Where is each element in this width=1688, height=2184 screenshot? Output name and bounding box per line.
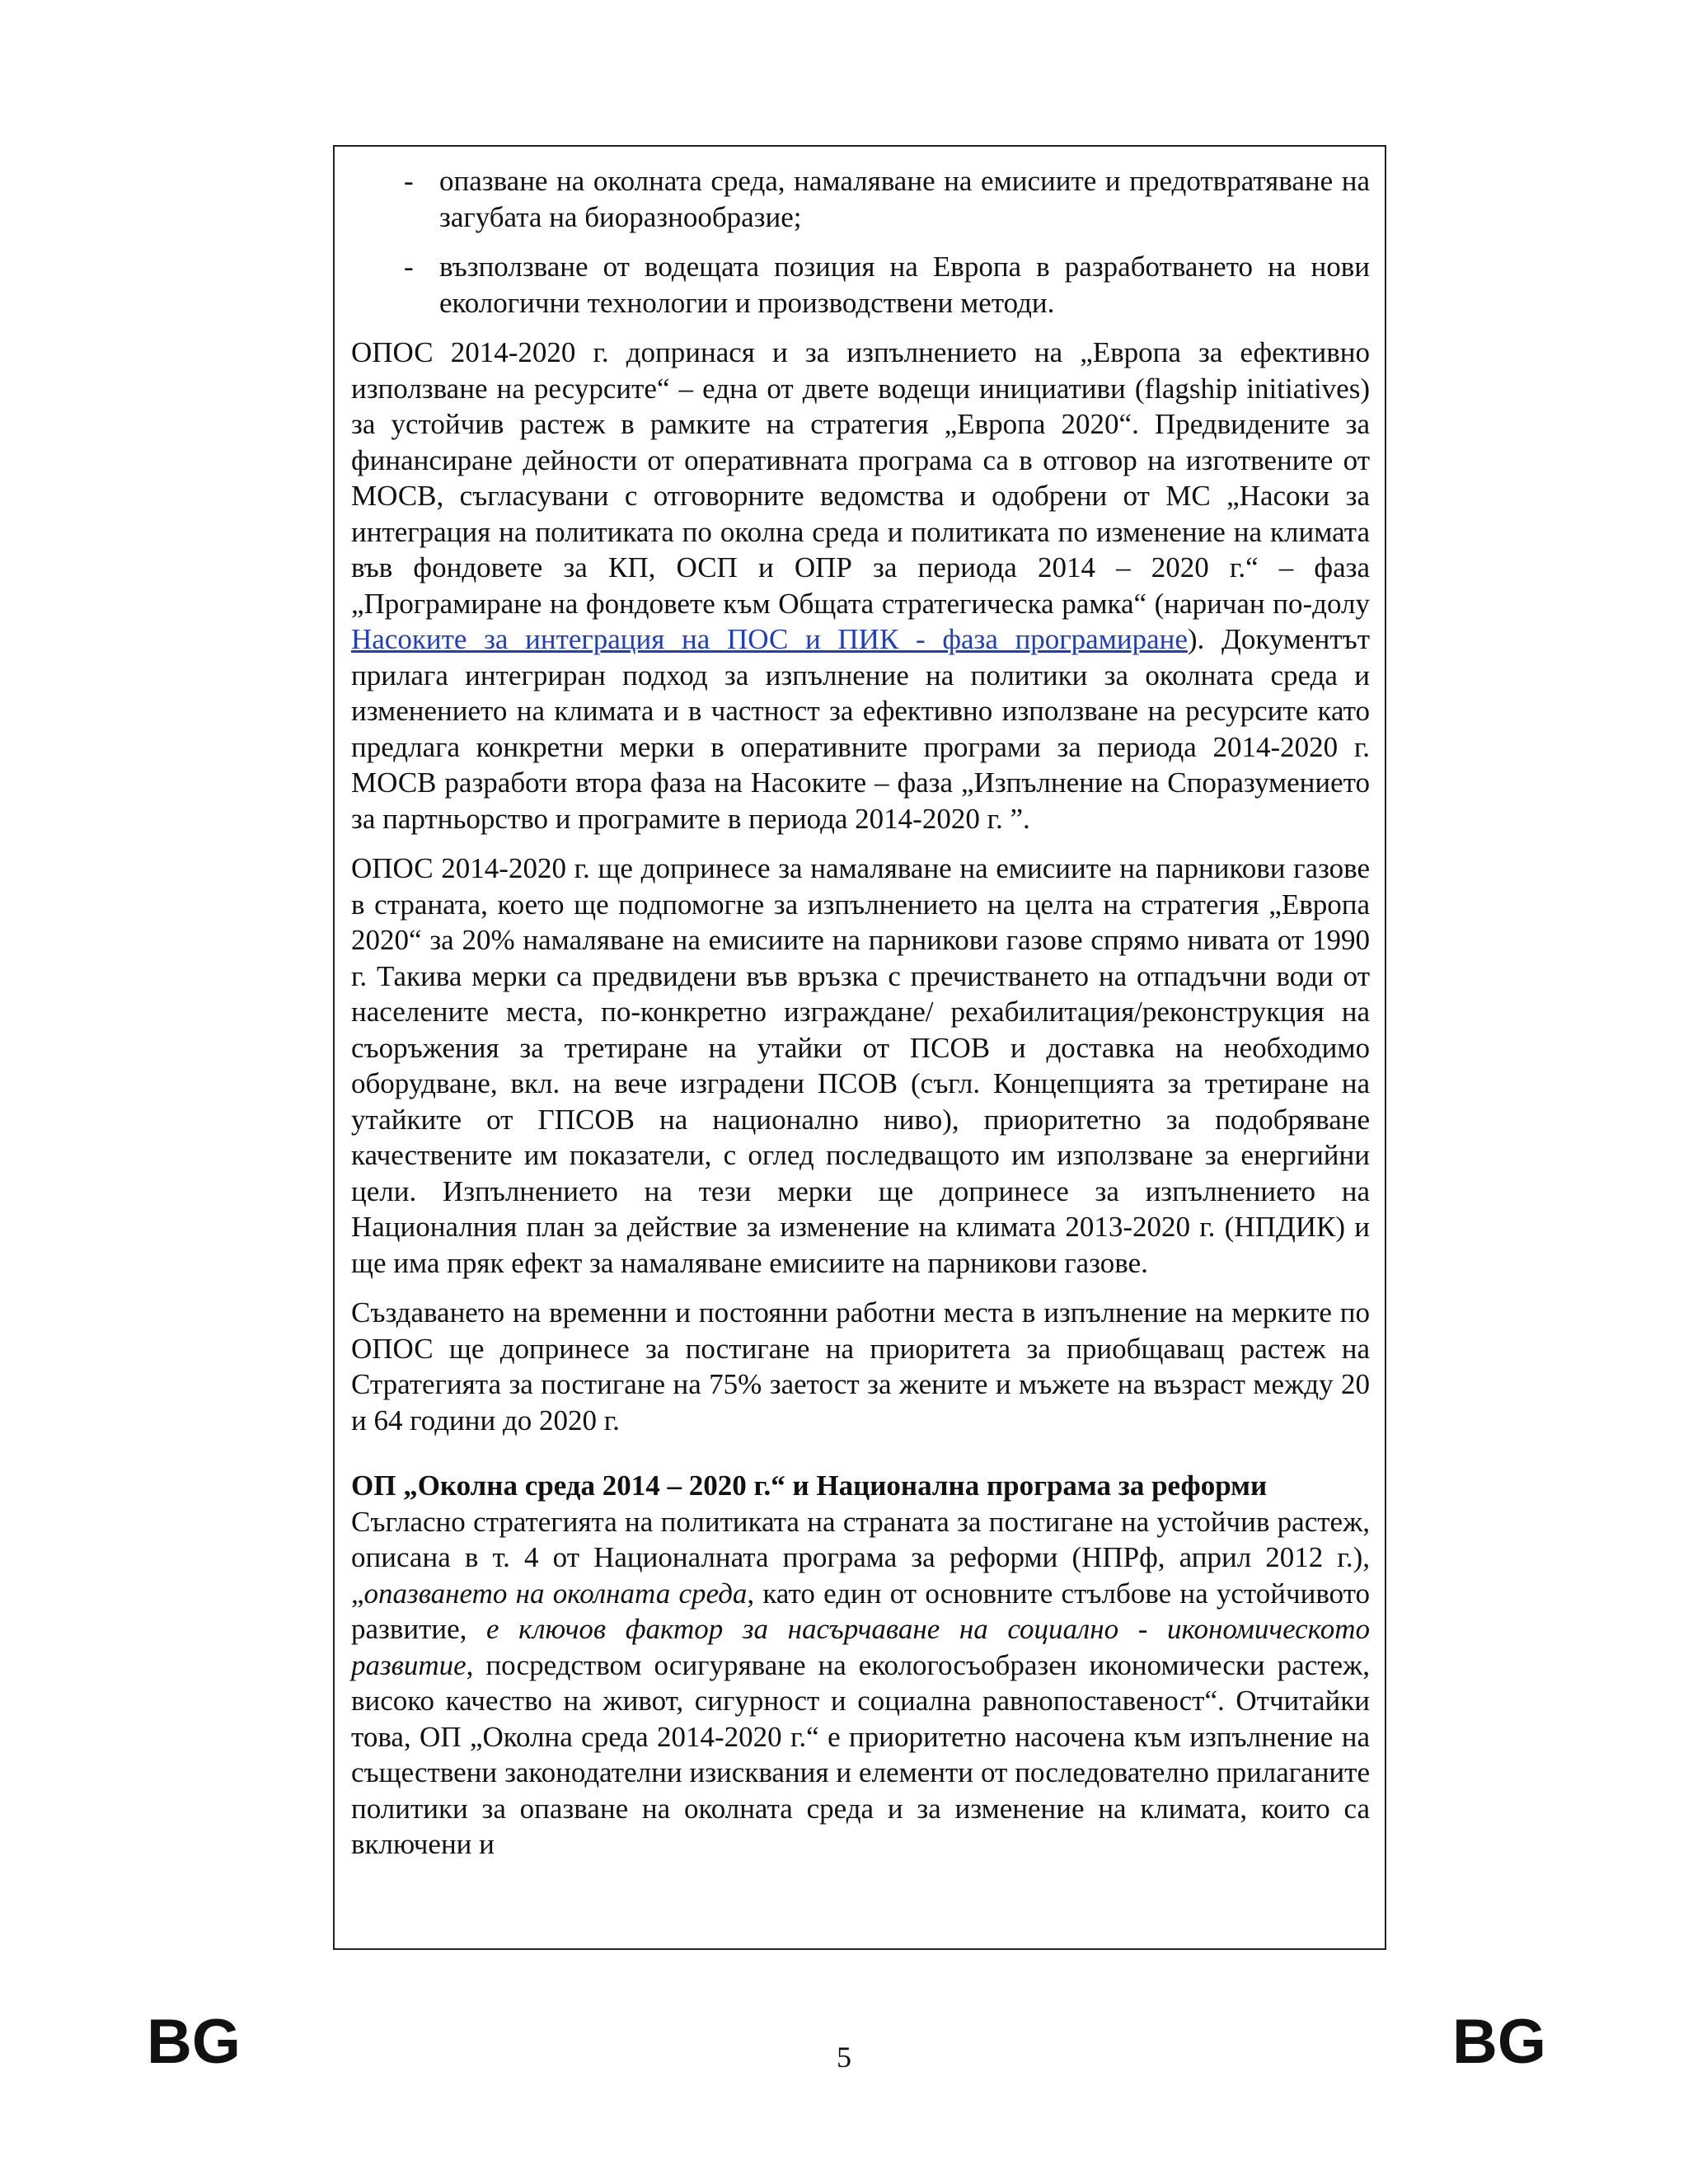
bullet-text: възползване от водещата позиция на Европа в разработването на нови екологични технологии и производствени методи. [439, 251, 1370, 319]
bullet-dash: - [404, 251, 414, 283]
italic-text: опазването на околната среда [363, 1577, 748, 1610]
bullet-dash: - [404, 165, 414, 197]
paragraph-text: Съгласно стратегията на политиката на страната за постигане на устойчив растеж, описана в т. 4 от Националната програма за реформи (НПРф, април 2012 г.), „ [351, 1505, 1370, 1610]
footer-country-code-right: BG [1452, 2007, 1546, 2077]
paragraph-reform-programme [351, 1504, 1370, 1863]
list-item [351, 249, 1370, 321]
list-item [351, 163, 1370, 235]
guidelines-link[interactable]: Насоките за интеграция на ПОС и ПИК - фаза програмиране [351, 623, 1188, 655]
paragraph-employment: Създаването на временни и постоянни работни места в изпълнение на мерките по ОПОС ще допринесе за постигане на приоритета за приобщаващ растеж на Стратегията за постигане на 75% заетост за жените и мъжете на възраст между 20 и 64 години до 2020 г. [351, 1296, 1370, 1436]
paragraph-text: ОПОС 2014-2020 г. допринася и за изпълнението на „Европа за ефективно използване на ресурсите“ – една от двете водещи инициативи (flagship initiatives) за устойчив растеж в рамките на стратегия „Европа 2020“. Предвидените за финансиране дейности от оперативната програма са в отговор на изготвените от МОСВ, съгласувани с отговорните ведомства и одобрени от МС „Насоки за интеграция на политиката по околна среда и политиката по изменение на климата във фондовете за КП, ОСП и ОПР за периода 2014 – 2020 г.“ – фаза „Програмиране на фондовете към Общата стратегическа рамка“ (наричан по-долу [351, 336, 1370, 620]
bullet-list [351, 163, 1370, 321]
section-heading: ОП „Околна среда 2014 – 2020 г.“ и Национална програма за реформи [351, 1469, 1268, 1502]
paragraph-emissions: ОПОС 2014-2020 г. ще допринесе за намаляване на емисиите на парникови газове в страната, което ще подпомогне за изпълнението на целта на стратегия „Европа 2020“ за 20% намаляване на емисиите на парникови газове спрямо нивата от 1990 г. Такива мерки са предвидени във връзка с пречистването на отпадъчни води от населените места, по-конкретно изграждане/ рехабилитация/реконструкция на съоръжения за третиране на утайки от ПСОВ и доставка на необходимо оборудване, вкл. на вече изградени ПСОВ (съгл. Концепцията за третиране на утайките от ГПСОВ на национално ниво), приоритетно за подобряване качествените им показатели, с оглед последващото им използване за енергийни цели. Изпълнението на тези мерки ще допринесе за изпълнението на Националния план за действие за изменение на климата 2013-2020 г. (НПДИК) и ще има пряк ефект за намаляване емисиите на парникови газове. [351, 852, 1370, 1279]
italic-text: е ключов фактор за насърчаване на социално - икономическото развитие [351, 1613, 1370, 1681]
content-frame [333, 145, 1386, 1950]
paragraph-text: ). Документът прилага интегриран подход за изпълнение на политики за околната среда и изменението на климата и в частност за ефективно използване на ресурсите като предлага конкретни мерки в оперативните програми за периода 2014-2020 г. МОСВ разработи втора фаза на Насоките – фаза „Изпълнение на Споразумението за партньорство и програмите в периода 2014-2020 г. ”. [351, 623, 1370, 835]
paragraph-text: , посредством осигуряване на екологосъобразен икономически растеж, високо качество на живот, сигурност и социална равнопоставеност“. Отчитайки това, ОП „Околна среда 2014-2020 г.“ е приоритетно насочена към изпълнение на съществени законодателни изисквания и елементи от последователно прилаганите политики за опазване на околната среда и за изменение на климата, които са включени и [351, 1648, 1370, 1860]
paragraph-text: , като един от основните стълбове на устойчивото развитие, [351, 1577, 1370, 1645]
paragraph-europe-resources [351, 335, 1370, 837]
footer-country-code-left: BG [147, 2007, 241, 2077]
bullet-text: опазване на околната среда, намаляване на емисиите и предотвратяване на загубата на биоразнообразие; [439, 165, 1370, 233]
page-number: 5 [837, 2041, 851, 2074]
